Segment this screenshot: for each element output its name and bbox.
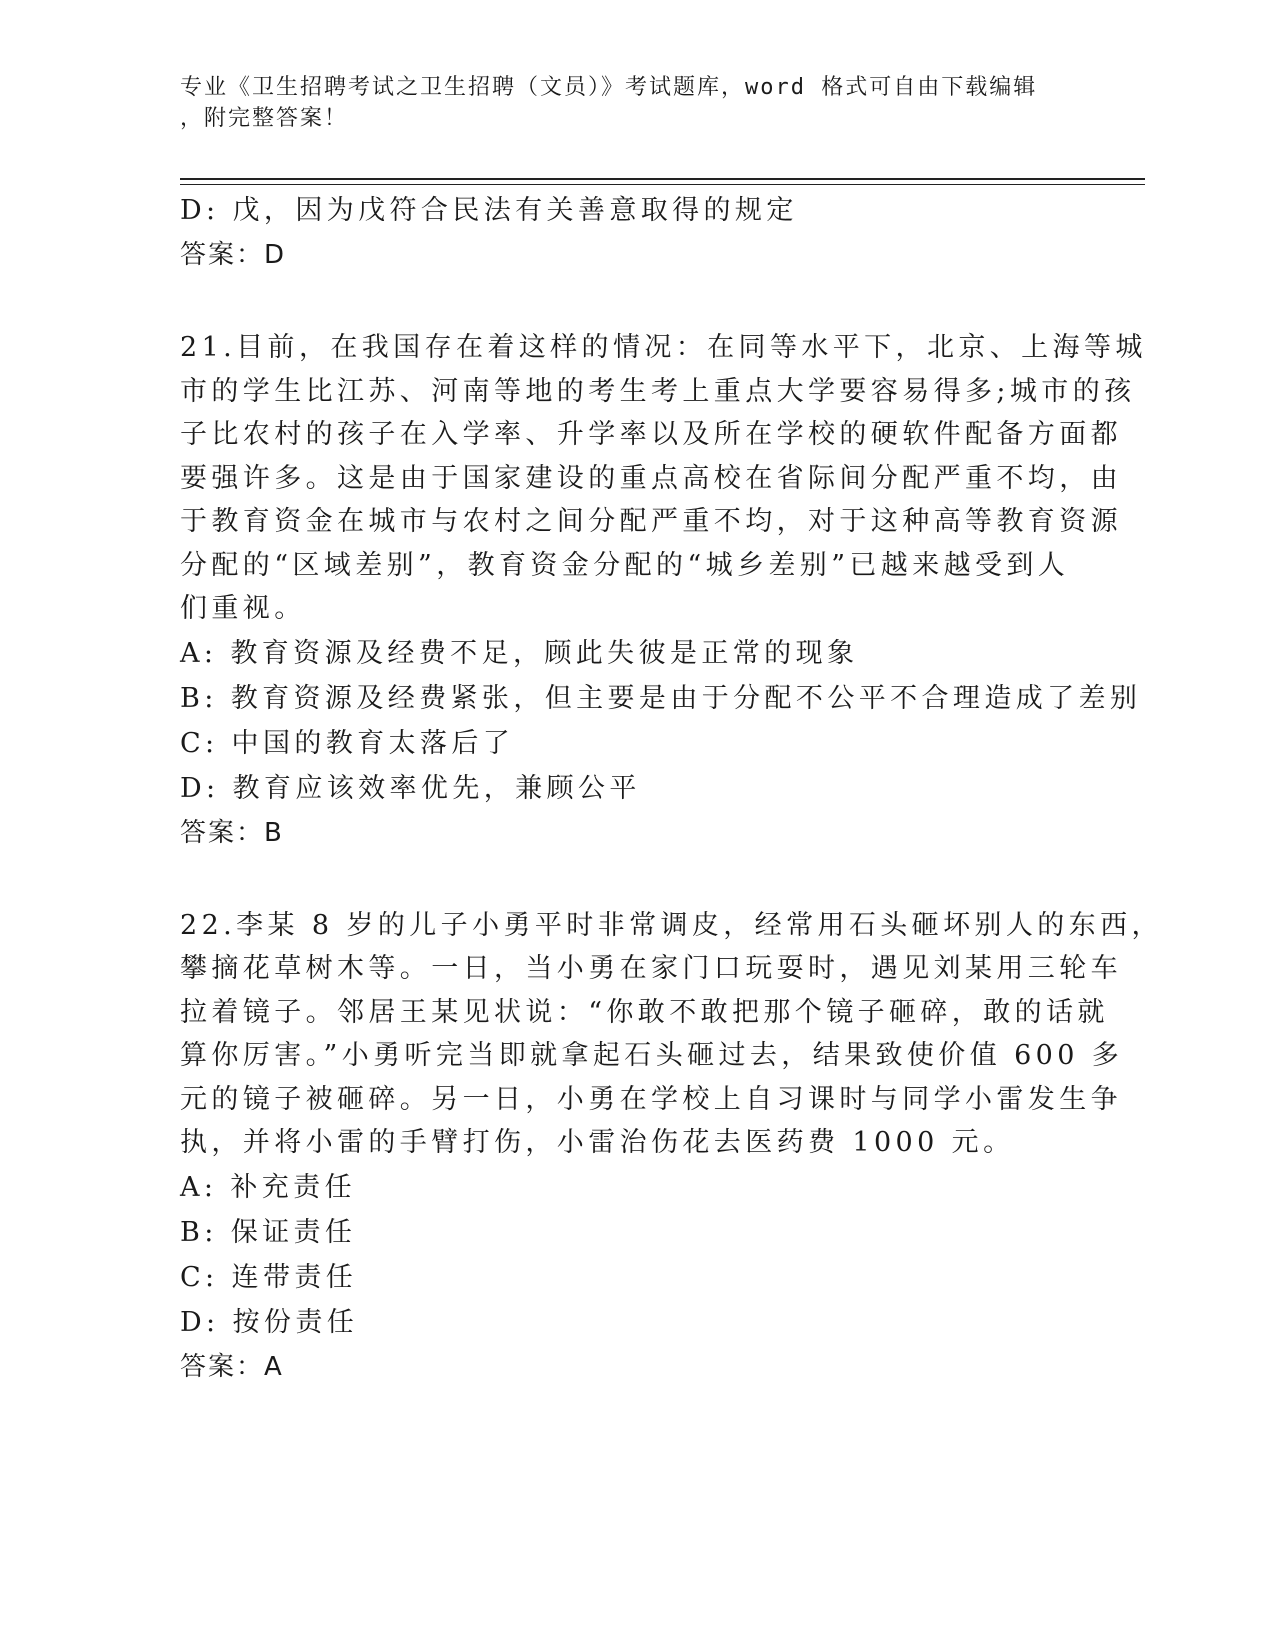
stem-line: 要强许多。这是由于国家建设的重点高校在省际间分配严重不均，由 xyxy=(180,462,1122,494)
option-a: A: 补充责任 xyxy=(180,1171,356,1203)
stem-line: 元的镜子被砸碎。另一日，小勇在学校上自习课时与同学小雷发生争 xyxy=(180,1083,1122,1115)
stem-line: 拉着镜子。邻居王某见状说：“你敢不敢把那个镜子砸碎，敢的话就 xyxy=(180,996,1109,1028)
document-body xyxy=(180,188,1163,1390)
question-stem xyxy=(180,904,1163,1165)
answer-line: 答案：B xyxy=(180,817,284,848)
header-rule-thin xyxy=(180,184,1145,185)
option-b: B: 教育资源及经费紧张，但主要是由于分配不公平不合理造成了差别 xyxy=(180,682,1142,714)
stem-line: 21.目前，在我国存在着这样的情况：在同等水平下，北京、上海等城 xyxy=(180,332,1147,363)
stem-line: 分配的“区域差别”，教育资金分配的“城乡差别”已越来越受到人 xyxy=(180,549,1070,581)
stem-line: 于教育资金在城市与农村之间分配严重不均，对于这种高等教育资源 xyxy=(180,506,1122,537)
stem-line: 市的学生比江苏、河南等地的考生考上重点大学要容易得多;城市的孩 xyxy=(180,375,1136,407)
stem-line: 算你厉害。”小勇听完当即就拿起石头砸过去，结果致使价值 600 多 xyxy=(180,1040,1124,1071)
header-line-1: 专业《卫生招聘考试之卫生招聘（文员）》考试题库，word 格式可自由下载编辑 xyxy=(180,75,1038,100)
question-stem xyxy=(180,326,1147,631)
option-b: B: 保证责任 xyxy=(180,1216,357,1248)
answer-line: 答案：A xyxy=(180,1351,284,1382)
previous-question-tail xyxy=(180,188,1060,278)
header-line-2: ，附完整答案！ xyxy=(180,106,349,131)
question-22 xyxy=(180,904,1163,1390)
option-c: C: 连带责任 xyxy=(180,1261,358,1293)
option-d: D: 按份责任 xyxy=(180,1306,359,1338)
option-a: A: 教育资源及经费不足，顾此失彼是正常的现象 xyxy=(180,637,859,669)
question-21 xyxy=(180,326,1147,856)
option-c: C: 中国的教育太落后了 xyxy=(180,727,515,759)
stem-line: 攀摘花草树木等。一日，当小勇在家门口玩耍时，遇见刘某用三轮车 xyxy=(180,953,1122,984)
option-d: D: 教育应该效率优先，兼顾公平 xyxy=(180,772,641,804)
stem-line: 子比农村的孩子在入学率、升学率以及所在学校的硬软件配备方面都 xyxy=(180,419,1122,450)
stem-line: 22.李某 8 岁的儿子小勇平时非常调皮，经常用石头砸坏别人的东西， xyxy=(180,909,1163,941)
answer-line: 答案：D xyxy=(180,240,287,270)
document-header xyxy=(180,72,1050,134)
stem-line: 们重视。 xyxy=(180,593,306,624)
stem-line: 执，并将小雷的手臂打伤，小雷治伤花去医药费 1000 元。 xyxy=(180,1127,1015,1158)
option-d: D: 戊，因为戊符合民法有关善意取得的规定 xyxy=(180,195,798,226)
header-rule-thick xyxy=(180,178,1145,180)
